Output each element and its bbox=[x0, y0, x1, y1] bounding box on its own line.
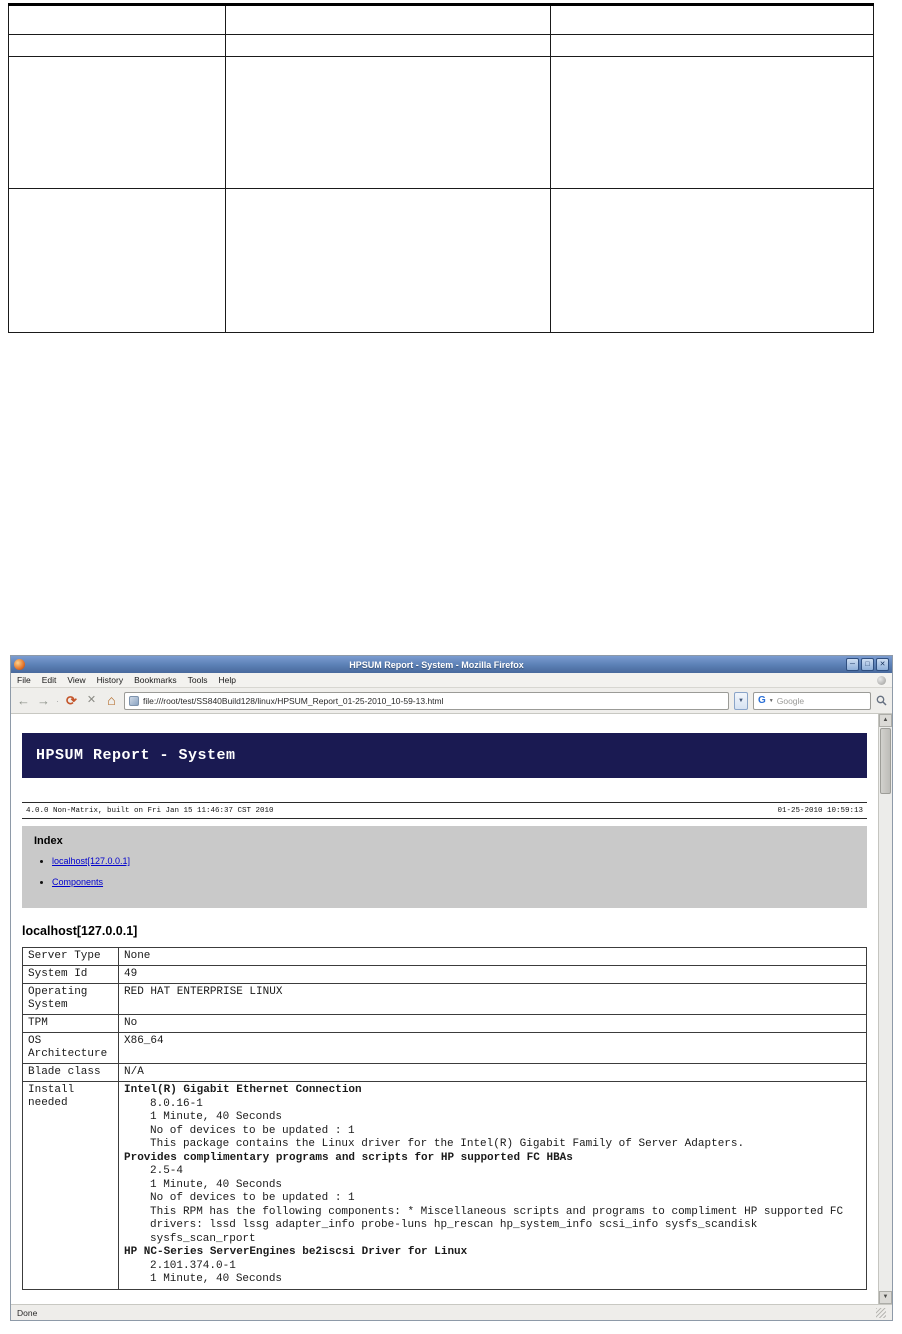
row-label: Server Type bbox=[23, 948, 119, 966]
table-row bbox=[23, 948, 867, 966]
maximize-button[interactable]: □ bbox=[861, 658, 874, 671]
table-cell bbox=[9, 57, 226, 189]
back-button[interactable]: ← bbox=[17, 693, 30, 708]
table-cell bbox=[9, 35, 226, 57]
menu-item-bookmarks[interactable]: Bookmarks bbox=[134, 675, 177, 685]
report-timestamp: 01-25-2010 10:59:13 bbox=[777, 806, 863, 815]
forward-button[interactable]: → bbox=[37, 693, 50, 708]
menu-item-history[interactable]: History bbox=[96, 675, 124, 685]
menu-item-tools[interactable]: Tools bbox=[187, 675, 208, 685]
table-cell bbox=[226, 5, 551, 35]
install-needed-cell bbox=[119, 1082, 867, 1290]
throbber-icon bbox=[877, 676, 886, 685]
table-cell bbox=[226, 57, 551, 189]
list-item bbox=[52, 877, 855, 887]
table-cell bbox=[551, 57, 874, 189]
table-row bbox=[23, 1064, 867, 1082]
page-favicon-icon bbox=[129, 696, 139, 706]
menu-item-help[interactable]: Help bbox=[218, 675, 236, 685]
index-link-localhost[interactable]: localhost[127.0.0.1] bbox=[52, 856, 131, 866]
table-cell bbox=[9, 5, 226, 35]
navigation-toolbar bbox=[11, 688, 892, 714]
table-cell bbox=[551, 189, 874, 333]
table-cell bbox=[551, 5, 874, 35]
row-label: OS Architecture bbox=[23, 1033, 119, 1064]
index-panel bbox=[22, 826, 867, 908]
search-box[interactable] bbox=[753, 692, 871, 710]
row-value: X86_64 bbox=[119, 1033, 867, 1064]
build-info: 4.0.0 Non-Matrix, built on Fri Jan 15 11:46:37 CST 2010 bbox=[26, 806, 274, 815]
row-label: Install needed bbox=[23, 1082, 119, 1290]
report-title: HPSUM Report - System bbox=[36, 747, 236, 764]
address-bar[interactable] bbox=[124, 692, 729, 710]
package-description: This package contains the Linux driver for the Intel(R) Gigabit Family of Server Adapters. bbox=[150, 1138, 745, 1150]
address-dropdown-button[interactable]: ▼ bbox=[734, 692, 748, 710]
list-item bbox=[52, 856, 855, 866]
table-cell bbox=[226, 189, 551, 333]
index-link-list bbox=[52, 856, 855, 887]
vertical-scrollbar[interactable] bbox=[878, 714, 892, 1304]
table-cell bbox=[551, 35, 874, 57]
row-label: System Id bbox=[23, 966, 119, 984]
resize-grip[interactable] bbox=[876, 1308, 886, 1318]
document-table bbox=[8, 3, 874, 333]
menu-item-file[interactable]: File bbox=[17, 675, 31, 685]
table-row bbox=[23, 1033, 867, 1064]
close-button[interactable]: ✕ bbox=[876, 658, 889, 671]
hpsum-report bbox=[11, 714, 878, 1290]
address-input[interactable]: file:///root/test/SS840Build128/linux/HPSUM_Report_01-25-2010_10-59-13.html bbox=[143, 695, 444, 706]
host-info-table bbox=[22, 947, 867, 1290]
minimize-button[interactable]: ─ bbox=[846, 658, 859, 671]
index-link-components[interactable]: Components bbox=[52, 877, 104, 887]
version-strip bbox=[22, 802, 867, 819]
table-cell bbox=[226, 35, 551, 57]
report-banner bbox=[22, 733, 867, 778]
table-row bbox=[23, 984, 867, 1015]
window-title: HPSUM Report - System - Mozilla Firefox bbox=[349, 659, 524, 670]
package-duration: 1 Minute, 40 Seconds bbox=[150, 1273, 283, 1285]
row-value: N/A bbox=[119, 1064, 867, 1082]
status-bar bbox=[11, 1304, 892, 1320]
window-titlebar[interactable] bbox=[11, 656, 892, 673]
toolbar-separator: · bbox=[56, 695, 59, 706]
status-text: Done bbox=[17, 1307, 38, 1318]
scroll-thumb[interactable] bbox=[880, 728, 891, 794]
google-icon: G bbox=[758, 695, 766, 706]
content-viewport bbox=[11, 714, 878, 1304]
search-go-button[interactable] bbox=[876, 695, 887, 706]
table-row bbox=[23, 1015, 867, 1033]
package-name: Provides complimentary programs and scripts for HP supported FC HBAs bbox=[124, 1151, 573, 1164]
menu-item-edit[interactable]: Edit bbox=[41, 675, 57, 685]
package-version: 2.5-4 bbox=[150, 1165, 184, 1177]
table-cell bbox=[9, 189, 226, 333]
index-heading: Index bbox=[34, 835, 63, 847]
reload-button[interactable]: ⟳ bbox=[66, 693, 77, 708]
search-input[interactable]: Google bbox=[776, 695, 805, 706]
stop-button[interactable]: ✕ bbox=[86, 694, 97, 706]
table-row bbox=[23, 1082, 867, 1290]
package-devices: No of devices to be updated : 1 bbox=[150, 1192, 355, 1204]
row-value: RED HAT ENTERPRISE LINUX bbox=[119, 984, 867, 1015]
host-heading: localhost[127.0.0.1] bbox=[22, 924, 138, 938]
scroll-down-button[interactable]: ▼ bbox=[879, 1291, 892, 1304]
package-name: Intel(R) Gigabit Ethernet Connection bbox=[124, 1084, 362, 1096]
scroll-up-button[interactable]: ▲ bbox=[879, 714, 892, 727]
package-version: 8.0.16-1 bbox=[150, 1097, 203, 1110]
row-value: 49 bbox=[119, 966, 867, 984]
search-engine-dropdown-icon[interactable]: ▼ bbox=[768, 697, 774, 704]
row-label: Operating System bbox=[23, 984, 119, 1015]
row-label: TPM bbox=[23, 1015, 119, 1033]
row-value: No bbox=[119, 1015, 867, 1033]
row-value: None bbox=[119, 948, 867, 966]
firefox-window bbox=[10, 655, 893, 1321]
package-description: This RPM has the following components: * Miscellaneous scripts and programs to compliment HP supported FC drivers: lssd lssg adapter_info probe-luns hp_rescan hp_system_info scsi_info sysfs_scandisk sysfs_scan_rport bbox=[150, 1205, 844, 1245]
home-button[interactable]: ⌂ bbox=[107, 692, 116, 708]
row-label: Blade class bbox=[23, 1064, 119, 1082]
package-name: HP NC-Series ServerEngines be2iscsi Driver for Linux bbox=[124, 1246, 468, 1258]
package-version: 2.101.374.0-1 bbox=[150, 1259, 236, 1272]
menu-item-view[interactable]: View bbox=[67, 675, 86, 685]
menu-bar bbox=[11, 673, 892, 688]
package-duration: 1 Minute, 40 Seconds bbox=[150, 1111, 283, 1123]
package-devices: No of devices to be updated : 1 bbox=[150, 1124, 355, 1137]
table-row bbox=[23, 966, 867, 984]
firefox-icon bbox=[14, 659, 25, 670]
package-duration: 1 Minute, 40 Seconds bbox=[150, 1178, 283, 1191]
